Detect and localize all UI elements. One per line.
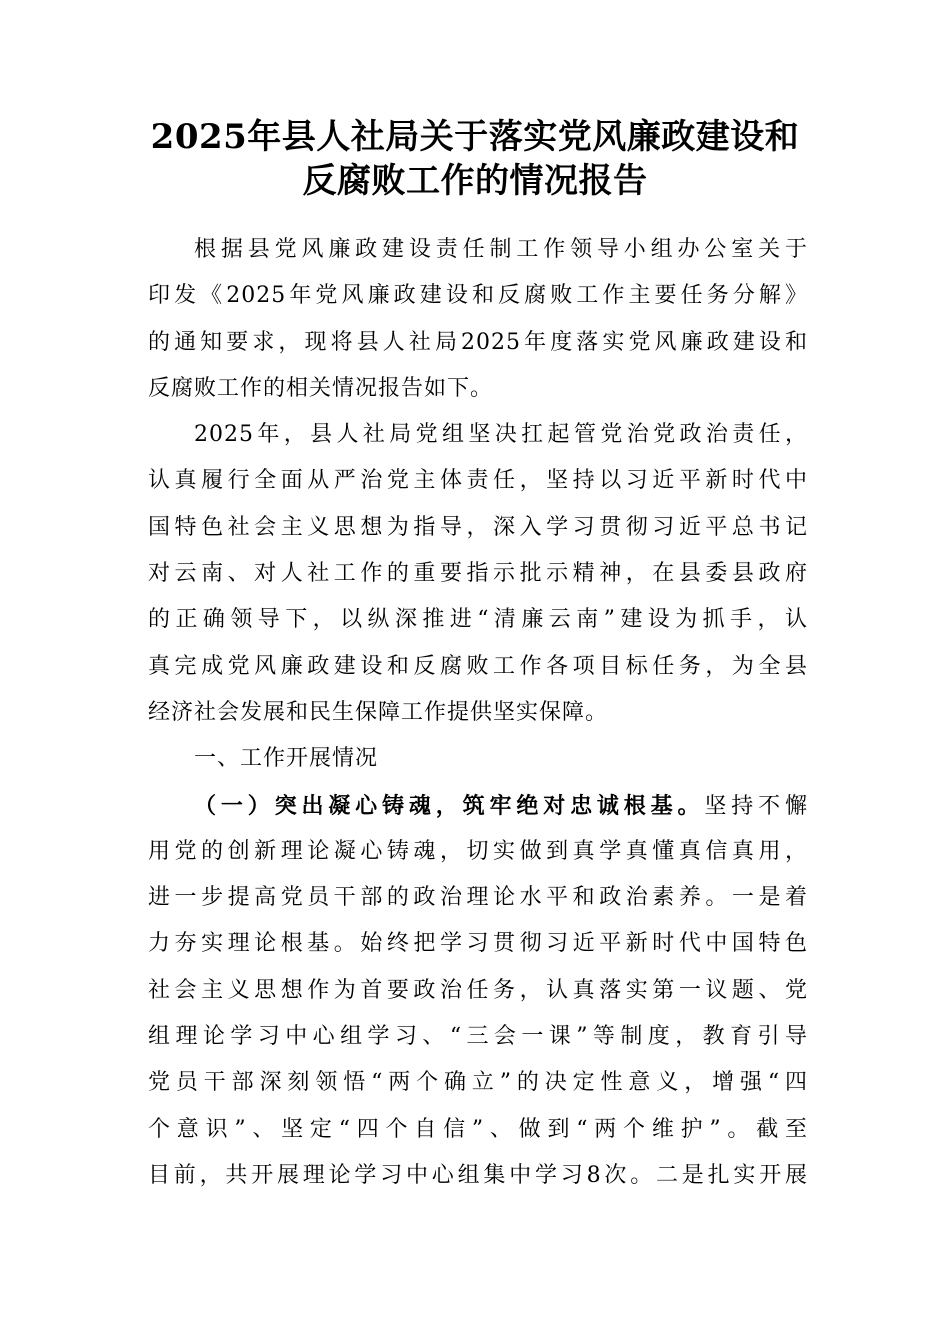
subsection-1-first-line-text: 坚持不懈 (704, 793, 808, 819)
paragraph-3-line: 社会主义思想作为首要政治任务，认真落实第一议题、党 (148, 977, 808, 1003)
paragraph-3-line: 组理论学习中心组学习、“三会一课”等制度，教育引导 (148, 1024, 808, 1050)
document-title-line-1: 2025年县人社局关于落实党风廉政建设和 (150, 117, 800, 157)
document-title-line-2: 反腐败工作的情况报告 (302, 161, 648, 201)
paragraph-3-line: 目前，共开展理论学习中心组集中学习8次。二是扎实开展 (148, 1162, 808, 1188)
paragraph-2-line: 真完成党风廉政建设和反腐败工作各项目标任务，为全县 (148, 653, 808, 679)
paragraph-3-line: 个意识”、坚定“四个自信”、做到“两个维护”。截至 (148, 1116, 808, 1142)
paragraph-2-line: 对云南、对人社工作的重要指示批示精神，在县委县政府 (148, 561, 808, 587)
document-body (148, 227, 808, 1199)
paragraph-2-line: 的正确领导下，以纵深推进“清廉云南”建设为抓手，认 (148, 607, 808, 633)
paragraph-3-line: 进一步提高党员干部的政治理论水平和政治素养。一是着 (148, 885, 808, 911)
paragraph-1-line: 的通知要求，现将县人社局2025年度落实党风廉政建设和 (148, 329, 808, 355)
section-1-heading: 一、工作开展情况 (194, 746, 379, 772)
paragraph-3-line: 党员干部深刻领悟“两个确立”的决定性意义，增强“四 (148, 1070, 808, 1096)
paragraph-2-line: 国特色社会主义思想为指导，深入学习贯彻习近平总书记 (148, 514, 808, 540)
paragraph-2-line: 认真履行全面从严治党主体责任，坚持以习近平新时代中 (148, 468, 808, 494)
paragraph-2-line: 经济社会发展和民生保障工作提供坚实保障。 (148, 699, 609, 725)
paragraph-1-line: 印发《2025年党风廉政建设和反腐败工作主要任务分解》 (148, 283, 808, 309)
paragraph-3-line: 用党的创新理论凝心铸魂，切实做到真学真懂真信真用， (148, 838, 808, 864)
subsection-1-first-line (148, 783, 808, 829)
subsection-1-heading: （一）突出凝心铸魂，筑牢绝对忠诚根基。 (194, 792, 705, 819)
paragraph-2-line: 2025年，县人社局党组坚决扛起管党治党政治责任， (194, 422, 808, 448)
paragraph-1-line: 根据县党风廉政建设责任制工作领导小组办公室关于 (194, 237, 808, 262)
paragraph-3-line: 力夯实理论根基。始终把学习贯彻习近平新时代中国特色 (148, 931, 808, 957)
paragraph-1-line: 反腐败工作的相关情况报告如下。 (148, 375, 494, 401)
